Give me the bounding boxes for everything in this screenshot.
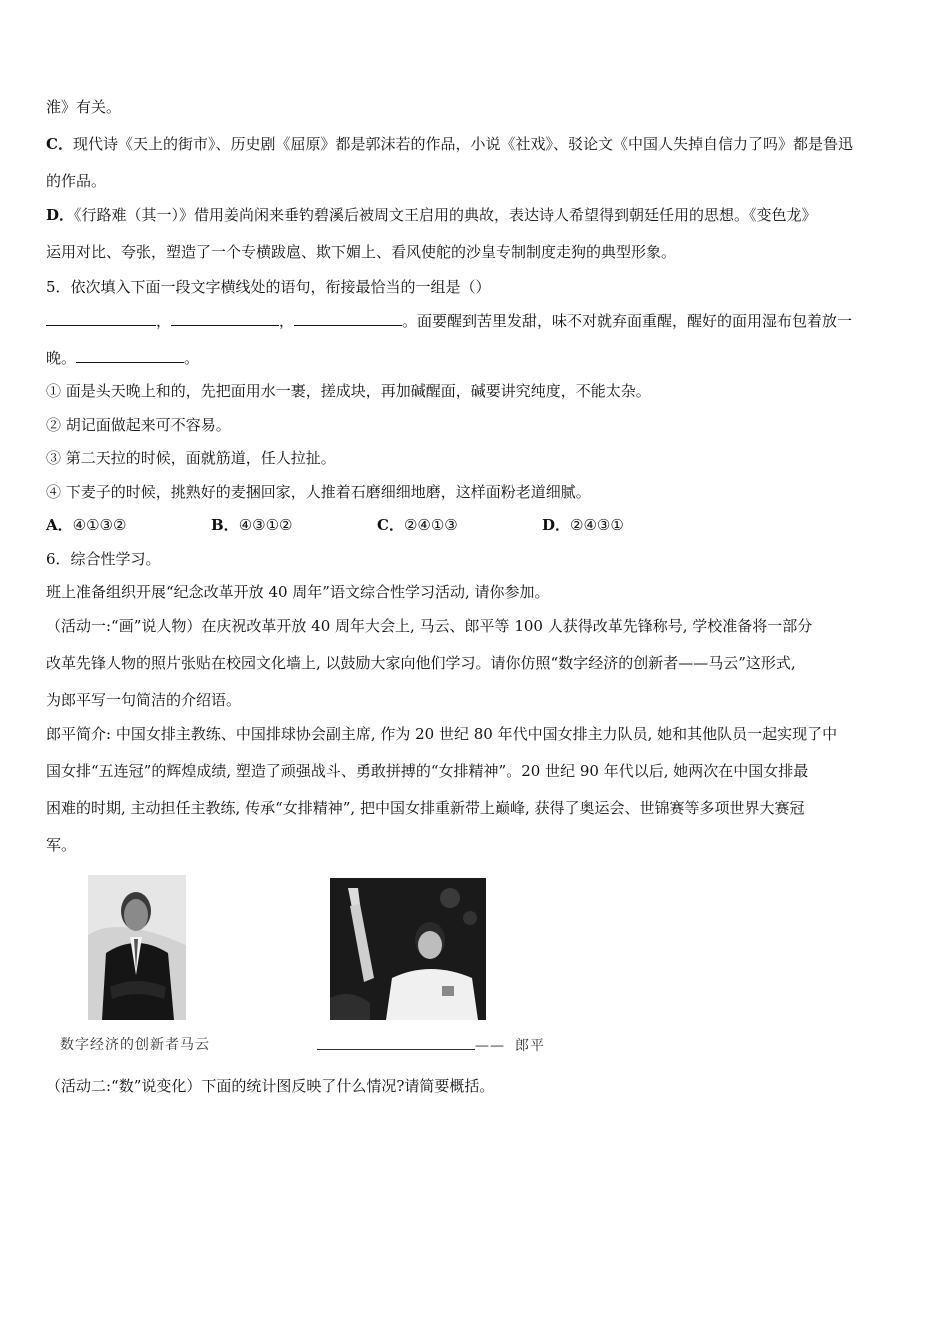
- q6-activity1-line1: （活动一:“画”说人物）在庆祝改革开放 40 周年大会上, 马云、郎平等 100 人获得改革先锋称号, 学校准备将一部分: [46, 617, 813, 635]
- caption-ma-yun: 数字经济的创新者马云: [60, 1037, 210, 1053]
- q5-line2-tail: 。: [184, 349, 200, 367]
- q4-option-c-label: C．: [46, 135, 73, 153]
- option-text: ④③①②: [238, 516, 293, 534]
- caption-lang-ping: [317, 1034, 545, 1055]
- q6-intro: 班上准备组织开展“纪念改革开放 40 周年”语文综合性学习活动, 请你参加。: [46, 583, 550, 601]
- q6-activity1-line2: 改革先锋人物的照片张贴在校园文化墙上, 以鼓励大家向他们学习。请你仿照“数字经济的创新者——马云”这形式,: [46, 654, 796, 672]
- q5-sentence-3: ③ 第二天拉的时候，面就筋道，任人拉扯。: [46, 449, 336, 467]
- caption-dash: ——: [475, 1038, 505, 1054]
- option-text: ②④①③: [403, 516, 458, 534]
- q4-option-d-label: D．: [46, 206, 75, 224]
- portrait-woman-illustration: [330, 878, 486, 1020]
- photo-ma-yun: [88, 875, 186, 1020]
- caption-blank[interactable]: [317, 1034, 475, 1050]
- q4-option-d-line2: 运用对比、夸张，塑造了一个专横跋扈、欺下媚上、看风使舵的沙皇专制制度走狗的典型形象。: [46, 243, 677, 261]
- option-label: D．: [542, 516, 571, 534]
- photo-lang-ping: [330, 878, 486, 1020]
- blank-4[interactable]: [76, 348, 184, 363]
- q5-sentence-4: ④ 下麦子的时候，挑熟好的麦捆回家，人推着石磨细细地磨，这样面粉老道细腻。: [46, 483, 591, 501]
- q5-option-c[interactable]: [377, 514, 458, 536]
- q4-option-c-line1: [46, 133, 853, 155]
- q6-langping-intro-line1: 郎平简介: 中国女排主教练、中国排球协会副主席, 作为 20 世纪 80 年代中国女排主力队员, 她和其他队员一起实现了中: [46, 725, 838, 743]
- q6-langping-intro-line3: 困难的时期, 主动担任主教练, 传承“女排精神”, 把中国女排重新带上巅峰, 获得了奥运会、世锦赛等多项世界大赛冠: [46, 799, 805, 817]
- q4-b-tail: 淮》有关。: [46, 98, 122, 116]
- q5-option-b[interactable]: [211, 514, 292, 536]
- q4-option-c-line2: 的作品。: [46, 172, 107, 190]
- q5-sentence-2: ② 胡记面做起来可不容易。: [46, 416, 231, 434]
- q5-line1-text: 。面要醒到苦里发甜，味不对就弃面重醒，醒好的面用湿布包着放一: [402, 312, 853, 330]
- q6-activity2: （活动二:“数”说变化）下面的统计图反映了什么情况?请简要概括。: [46, 1077, 495, 1095]
- q5-stem: 5．依次填入下面一段文字横线处的语句，衔接最恰当的一组是（）: [46, 278, 491, 296]
- q5-sentence-1: ① 面是头天晚上和的，先把面用水一裹，搓成块，再加碱醒面，碱要讲究纯度，不能太杂。: [46, 382, 651, 400]
- option-label: B．: [211, 516, 239, 534]
- q5-options: [46, 514, 908, 536]
- option-label: C．: [377, 516, 404, 534]
- option-label: A．: [46, 516, 73, 534]
- q5-fill-line2: [46, 347, 199, 369]
- q4-option-d-line1: [46, 204, 817, 226]
- separator: ，: [279, 312, 295, 330]
- q5-option-a[interactable]: [46, 514, 126, 536]
- q6-stem: 6．综合性学习。: [46, 550, 161, 568]
- q5-option-d[interactable]: [542, 514, 624, 536]
- separator: ，: [156, 312, 172, 330]
- q6-langping-intro-line2: 国女排“五连冠”的辉煌成绩, 塑造了顽强战斗、勇敢拼搏的“女排精神”。20 世纪 90 年代以后, 她两次在中国女排最: [46, 762, 809, 780]
- caption-name: 郎平: [515, 1038, 545, 1054]
- blank-3[interactable]: [294, 311, 402, 326]
- option-text: ④①③②: [72, 516, 127, 534]
- q4-option-c-text: 现代诗《天上的街市》、历史剧《屈原》都是郭沫若的作品，小说《社戏》、驳论文《中国人失掉自信力了吗》都是鲁迅: [72, 135, 853, 153]
- blank-1[interactable]: [46, 311, 156, 326]
- q6-langping-intro-line4: 军。: [46, 836, 77, 854]
- q5-fill-line1: [46, 310, 852, 332]
- blank-2[interactable]: [171, 311, 279, 326]
- q4-option-d-text: 《行路难（其一）》借用姜尚闲来垂钓碧溪后被周文王启用的典故，表达诗人希望得到朝廷任用的思想。《变色龙》: [74, 206, 817, 224]
- option-text: ②④③①: [570, 516, 624, 534]
- q5-line2-head: 晚。: [46, 349, 77, 367]
- portrait-man-illustration: [88, 875, 186, 1020]
- q6-activity1-line3: 为郎平写一句简洁的介绍语。: [46, 691, 242, 709]
